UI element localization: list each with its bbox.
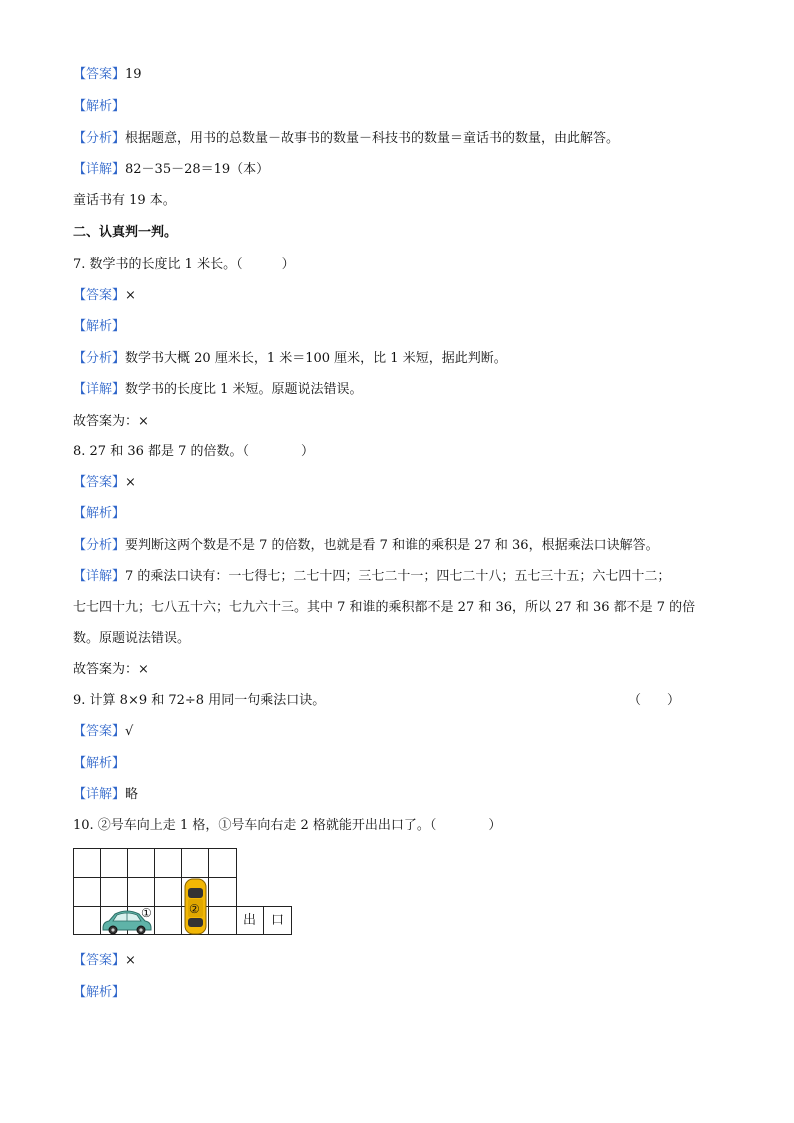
q7-analysis [73,318,125,336]
xiangjie-text: 数学书的长度比 1 米短。原题说法错误。 [125,382,363,397]
q7-xiangjie [73,381,363,399]
q9-analysis [73,755,125,773]
question-8: 8. 27 和 36 都是 7 的倍数。（ ） [73,444,315,459]
answer-tag: 【答案】 [73,724,126,739]
xiangjie-tag: 【详解】 [73,162,126,177]
fenxi-text: 数学书大概 20 厘米长，1 米＝100 厘米，比 1 米短，据此判断。 [125,351,507,366]
answer-tag: 【答案】 [73,475,126,490]
exit-label-2: 口 [271,913,285,928]
grid-cell [100,848,128,878]
q8-xiangjie-3: 数。原题说法错误。 [73,631,191,646]
q8-fenxi [73,537,659,555]
exit-label-1: 出 [243,913,257,928]
grid-cell [73,906,101,935]
q10-answer [73,952,136,970]
answer-line-6 [73,66,142,84]
answer-value: × [125,475,136,490]
car-1-label: ① [141,906,152,920]
grid-cell [154,877,182,907]
xiangjie-tag: 【详解】 [73,382,126,397]
q9-answer-blank: （ ） [628,693,681,708]
xiangjie-line [73,161,269,179]
fenxi-text: 要判断这两个数是不是 7 的倍数，也就是看 7 和谁的乘积是 27 和 36，根据乘法口诀解答。 [125,538,659,553]
xiangjie-tag: 【详解】 [73,569,126,584]
analysis-tag: 【解析】 [73,99,126,114]
xiangjie-text: 7 的乘法口诀有：一七得七；二七十四；三七二十一；四七二十八；五七三十五；六七四十二； [125,569,671,584]
grid-cell [127,877,155,907]
analysis-tag: 【解析】 [73,985,126,1000]
q9-xiangjie [73,786,138,804]
grid-cell [73,877,101,907]
parking-grid-figure [73,848,293,935]
xiangjie-text: 略 [125,787,139,802]
q8-analysis [73,505,125,523]
q7-answer [73,287,136,305]
xiangjie-tag: 【详解】 [73,787,126,802]
q9-answer [73,723,133,741]
q8-xiangjie-1 [73,568,670,586]
answer-value: × [125,953,136,968]
fenxi-text: 根据题意，用书的总数量－故事书的数量－科技书的数量＝童话书的数量，由此解答。 [125,131,620,146]
question-10: 10. ②号车向上走 1 格，①号车向右走 2 格就能开出出口了。（ ） [73,818,502,833]
fenxi-tag: 【分析】 [73,351,126,366]
grid-cell [208,877,237,907]
grid-cell [73,848,101,878]
grid-cell [154,848,182,878]
q7-fenxi [73,350,507,368]
answer-tag: 【答案】 [73,67,126,82]
analysis-tag: 【解析】 [73,319,126,334]
q8-answer [73,474,136,492]
fenxi-tag: 【分析】 [73,538,126,553]
car-2-label: ② [189,902,200,916]
q10-analysis [73,984,125,1002]
section-title: 二、认真判一判。 [73,225,178,240]
fenxi-line [73,130,619,148]
grid-cell [154,906,182,935]
grid-cell [181,848,209,878]
question-7: 7. 数学书的长度比 1 米长。（ ） [73,257,295,272]
conclusion-line: 童话书有 19 本。 [73,193,176,208]
xiangjie-text: 82－35－28＝19（本） [125,162,270,177]
grid-cell [208,848,237,878]
fenxi-tag: 【分析】 [73,131,126,146]
grid-cell [208,906,237,935]
grid-cell [127,848,155,878]
q8-xiangjie-2: 七七四十九；七八五十六；七九六十三。其中 7 和谁的乘积都不是 27 和 36，所以 27 和 36 都不是 7 的倍 [73,600,696,615]
analysis-tag: 【解析】 [73,506,126,521]
answer-value: 19 [125,67,142,82]
answer-value: × [125,288,136,303]
answer-tag: 【答案】 [73,953,126,968]
analysis-heading [73,98,125,116]
analysis-tag: 【解析】 [73,756,126,771]
q7-final: 故答案为：× [73,414,149,429]
q8-final: 故答案为：× [73,662,149,677]
answer-tag: 【答案】 [73,288,126,303]
answer-value: √ [125,724,134,739]
question-9: 9. 计算 8×9 和 72÷8 用同一句乘法口诀。 [73,693,326,708]
grid-cell [100,877,128,907]
